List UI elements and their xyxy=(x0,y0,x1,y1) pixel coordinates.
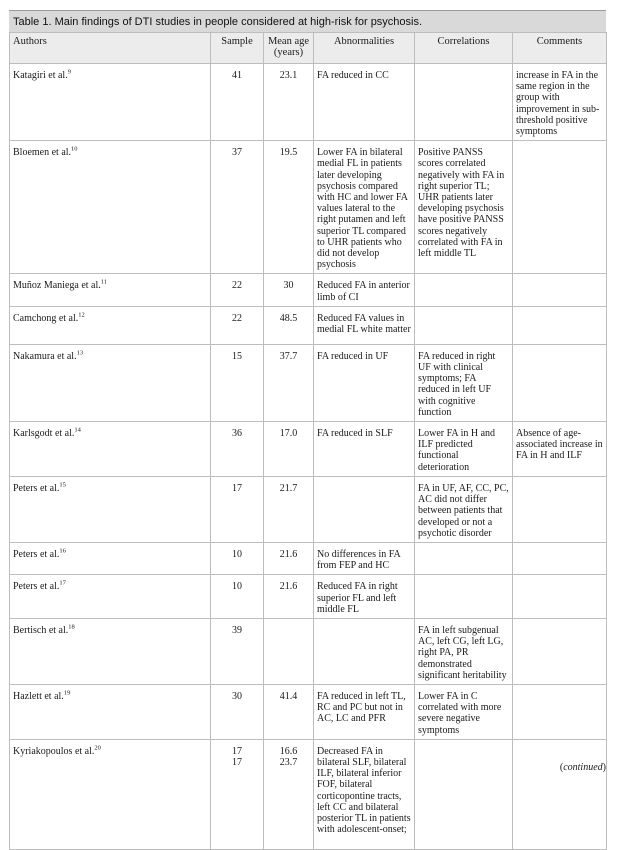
cell-comments xyxy=(513,344,607,421)
reference-number: 17 xyxy=(59,579,66,587)
header-correlations: Correlations xyxy=(415,33,513,64)
cell-mean-age: 41.4 xyxy=(264,684,314,739)
cell-mean-age: 21.7 xyxy=(264,476,314,542)
cell-comments: Absence of age-associated increase in FA in H and ILF xyxy=(513,422,607,477)
reference-number: 13 xyxy=(76,349,84,357)
header-mean-age xyxy=(264,33,314,64)
cell-correlations xyxy=(415,274,513,306)
cell-author xyxy=(10,542,211,574)
cell-correlations: FA reduced in right UF with clinical symptoms; FA reduced in left UF with cognitive function xyxy=(415,344,513,421)
cell-abnormalities: Reduced FA values in medial FL white matter xyxy=(314,306,415,344)
cell-correlations: Positive PANSS scores correlated negatively with FA in right superior TL; UHR patients later developing psychosis have positive PANSS scores negatively correlated with FA in left middle TL xyxy=(415,141,513,274)
cell-author xyxy=(10,422,211,477)
cell-abnormalities: Lower FA in bilateral medial FL in patients later developing psychosis compared with HC and lower FA values lateral to the right putamen and left superior TL compared to UHR patients who did not develop psychosis xyxy=(314,141,415,274)
cell-abnormalities: FA reduced in SLF xyxy=(314,422,415,477)
reference-number: 19 xyxy=(63,689,71,697)
cell-sample: 10 xyxy=(211,575,264,619)
table-row xyxy=(10,274,607,306)
table-row xyxy=(10,64,607,141)
cell-comments: increase in FA in the same region in the group with improvement in sub-threshold positive symptoms xyxy=(513,64,607,141)
reference-number: 20 xyxy=(94,744,101,752)
cell-correlations xyxy=(415,575,513,619)
continued-note: (continued) xyxy=(559,762,606,773)
cell-mean-age: 19.5 xyxy=(264,141,314,274)
cell-mean-age xyxy=(264,618,314,684)
author-name: Peters et al. xyxy=(13,581,60,593)
author-name: Peters et al. xyxy=(13,548,60,560)
cell-author xyxy=(10,476,211,542)
cell-abnormalities: Decreased FA in bilateral SLF, bilateral ILF, bilateral inferior FOF, bilateral corticopontine tracts, left CC and bilateral posterior TL in patients with adolescent-onset; xyxy=(314,739,415,849)
header-authors: Authors xyxy=(10,33,211,64)
cell-mean-age: 16.6 23.7 xyxy=(264,739,314,849)
table-row xyxy=(10,344,607,421)
cell-author xyxy=(10,306,211,344)
reference-number: 9 xyxy=(67,68,71,76)
reference-number: 10 xyxy=(71,145,78,153)
author-name: Peters et al. xyxy=(13,482,60,494)
author-name: Camchong et al. xyxy=(13,312,79,324)
cell-comments xyxy=(513,476,607,542)
cell-abnormalities: FA reduced in CC xyxy=(314,64,415,141)
cell-author xyxy=(10,739,211,849)
cell-comments xyxy=(513,141,607,274)
cell-correlations xyxy=(415,64,513,141)
table-row xyxy=(10,422,607,477)
header-comments: Comments xyxy=(513,33,607,64)
cell-author xyxy=(10,684,211,739)
cell-mean-age: 48.5 xyxy=(264,306,314,344)
cell-author xyxy=(10,575,211,619)
table-row xyxy=(10,141,607,274)
header-row xyxy=(10,33,607,64)
header-sample: Sample xyxy=(211,33,264,64)
reference-number: 11 xyxy=(100,279,108,287)
header-mean-age-line2: (years) xyxy=(273,47,304,59)
cell-comments xyxy=(513,274,607,306)
header-abnormalities: Abnormalities xyxy=(314,33,415,64)
cell-correlations xyxy=(415,542,513,574)
cell-sample: 17 xyxy=(211,476,264,542)
cell-mean-age: 17.0 xyxy=(264,422,314,477)
cell-correlations: FA in UF, AF, CC, PC, AC did not differ between patients that developed or not a psychotic disorder xyxy=(415,476,513,542)
cell-sample: 22 xyxy=(211,274,264,306)
author-name: Bertisch et al. xyxy=(13,624,69,636)
reference-number: 14 xyxy=(74,426,81,434)
cell-author xyxy=(10,344,211,421)
table-row xyxy=(10,575,607,619)
table-row xyxy=(10,476,607,542)
cell-sample: 10 xyxy=(211,542,264,574)
findings-table xyxy=(9,32,607,850)
table-row xyxy=(10,306,607,344)
cell-abnormalities: No differences in FA from FEP and HC xyxy=(314,542,415,574)
cell-sample: 30 xyxy=(211,684,264,739)
cell-comments xyxy=(513,684,607,739)
cell-mean-age: 21.6 xyxy=(264,575,314,619)
cell-author xyxy=(10,141,211,274)
cell-mean-age: 30 xyxy=(264,274,314,306)
cell-sample: 39 xyxy=(211,618,264,684)
author-name: Bloemen et al. xyxy=(13,147,72,159)
cell-sample: 36 xyxy=(211,422,264,477)
cell-correlations: Lower FA in H and ILF predicted functional deterioration xyxy=(415,422,513,477)
cell-abnormalities xyxy=(314,476,415,542)
cell-correlations: FA in left subgenual AC, left CG, left LG, right PA, PR demonstrated significant heritability xyxy=(415,618,513,684)
cell-abnormalities xyxy=(314,618,415,684)
cell-abnormalities: FA reduced in UF xyxy=(314,344,415,421)
author-name: Kyriakopoulos et al. xyxy=(13,745,95,757)
table-body xyxy=(10,64,607,850)
cell-mean-age: 23.1 xyxy=(264,64,314,141)
author-name: Katagiri et al. xyxy=(13,70,68,81)
reference-number: 15 xyxy=(59,481,66,489)
cell-comments xyxy=(513,542,607,574)
author-name: Muñoz Maniega et al. xyxy=(13,280,101,292)
cell-correlations xyxy=(415,739,513,849)
table-row xyxy=(10,542,607,574)
cell-comments xyxy=(513,575,607,619)
cell-abnormalities: Reduced FA in anterior limb of CI xyxy=(314,274,415,306)
cell-comments xyxy=(513,618,607,684)
cell-author xyxy=(10,618,211,684)
cell-sample: 22 xyxy=(211,306,264,344)
table-row xyxy=(10,684,607,739)
cell-author xyxy=(10,274,211,306)
reference-number: 16 xyxy=(59,547,66,555)
table-caption: Table 1. Main findings of DTI studies in people considered at high-risk for psychosis. xyxy=(9,10,606,32)
cell-abnormalities: Reduced FA in right superior FL and left middle FL xyxy=(314,575,415,619)
reference-number: 12 xyxy=(78,311,85,319)
cell-sample: 15 xyxy=(211,344,264,421)
cell-correlations xyxy=(415,306,513,344)
table-row xyxy=(10,739,607,849)
cell-mean-age: 21.6 xyxy=(264,542,314,574)
cell-author xyxy=(10,64,211,141)
cell-comments xyxy=(513,739,607,849)
cell-sample: 17 17 xyxy=(211,739,264,849)
author-name: Nakamura et al. xyxy=(13,350,77,362)
author-name: Hazlett et al. xyxy=(13,690,64,702)
cell-comments xyxy=(513,306,607,344)
cell-mean-age: 37.7 xyxy=(264,344,314,421)
author-name: Karlsgodt et al. xyxy=(13,428,75,440)
continued-label: continued xyxy=(563,762,603,773)
cell-sample: 41 xyxy=(211,64,264,141)
cell-sample: 37 xyxy=(211,141,264,274)
cell-correlations: Lower FA in C correlated with more severe negative symptoms xyxy=(415,684,513,739)
reference-number: 18 xyxy=(68,623,75,631)
table-row xyxy=(10,618,607,684)
cell-abnormalities: FA reduced in left TL, RC and PC but not in AC, LC and PFR xyxy=(314,684,415,739)
header-mean-age-line1: Mean age xyxy=(267,36,310,47)
